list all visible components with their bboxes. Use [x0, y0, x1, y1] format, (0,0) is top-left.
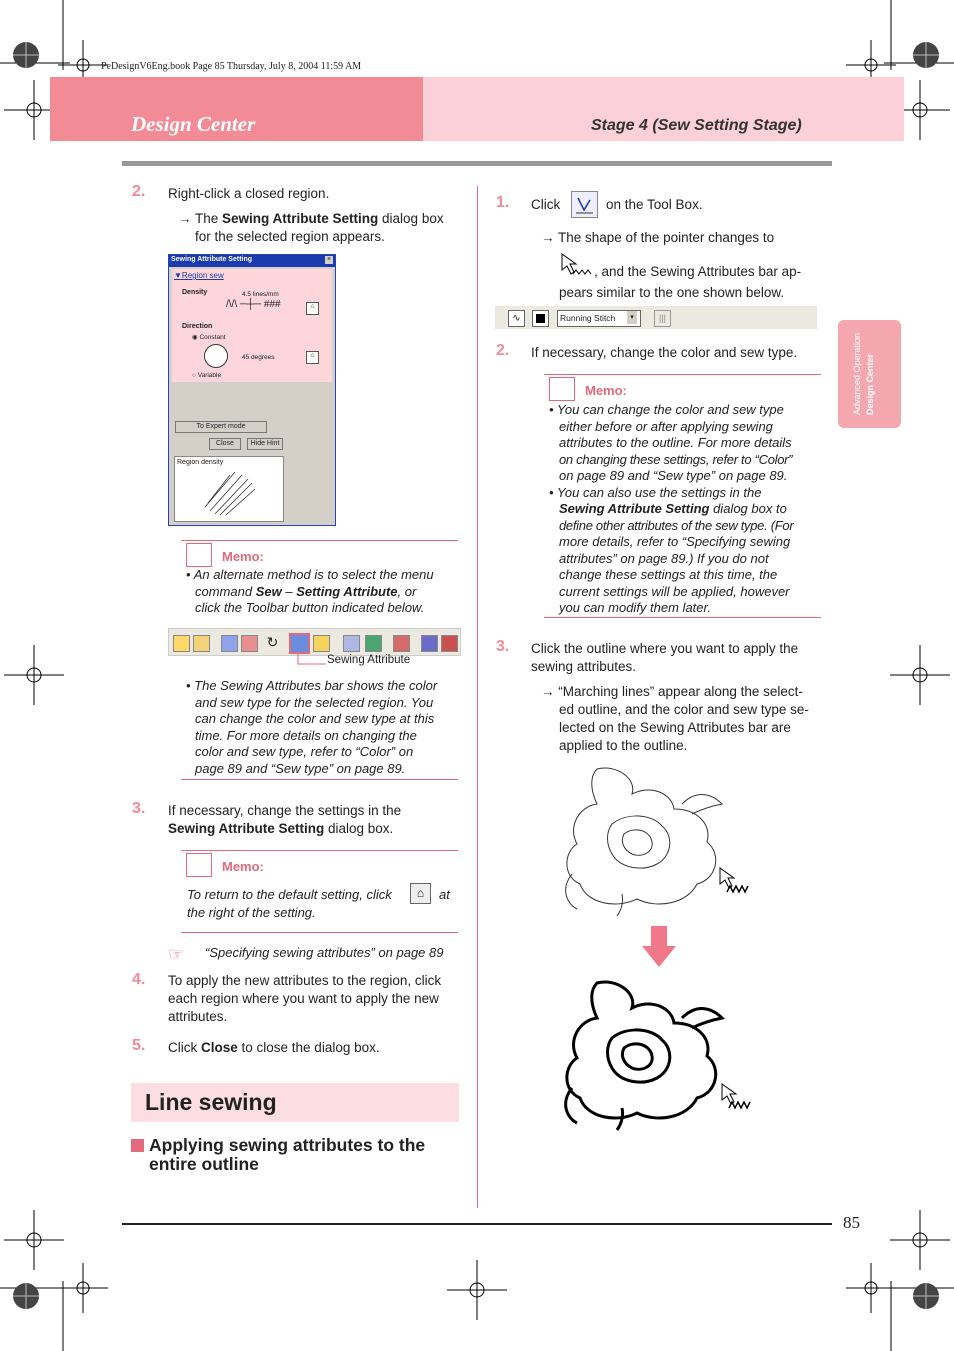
rotate-icon[interactable]: ↻ [266, 634, 279, 650]
memo-book-icon [549, 377, 575, 401]
wizard-icon[interactable] [421, 635, 438, 652]
header-stage: Stage 4 (Sew Setting Stage) [591, 117, 802, 134]
constant-radio[interactable]: ◉ Constant [192, 334, 226, 341]
default-house-icon: ⌂ [410, 883, 431, 904]
step-text: Right-click a closed region. [168, 186, 330, 201]
color-swatch[interactable] [532, 310, 549, 327]
region-sew-panel: ▼Region sew Density 4.5 lines/mm /\/\ ─┼─ ### ⌂ Direction ◉ Constant 45 degrees ⌂ ○ Variable [172, 269, 332, 382]
default-house-icon[interactable]: ⌂ [306, 351, 319, 364]
footer-rule [122, 1223, 832, 1225]
close-button[interactable]: Close [209, 438, 241, 450]
subsection-heading: Applying sewing attributes to the entire outline [149, 1135, 426, 1174]
sew-type-select[interactable]: Running Stitch [557, 310, 641, 327]
hide-hint-button[interactable]: Hide Hint [247, 438, 283, 450]
step-number: 5. [132, 1037, 146, 1054]
step-result: pears similar to the one shown below. [559, 285, 785, 300]
pointing-hand-icon: ☞ [168, 944, 185, 964]
density-hatch-icon [200, 467, 260, 517]
variable-radio[interactable]: ○ Variable [192, 372, 222, 379]
memo-text: • The Sewing Attributes bar shows the color and sew type for the selected region. You can change the color and sew type at this time. For more details on changing the color and sew type, refer to “Color” on page 89 and “Sew type” on page 89. [186, 678, 438, 776]
paste-icon[interactable] [193, 635, 210, 652]
sewing-attribute-tool-icon [571, 191, 598, 218]
step-number: 3. [132, 800, 146, 817]
flag-icon[interactable] [441, 635, 458, 652]
copy-icon[interactable] [173, 635, 190, 652]
step-number: 1. [496, 194, 510, 211]
memo-text: the right of the setting. [187, 905, 316, 920]
expert-mode-button[interactable]: To Expert mode [175, 421, 267, 433]
group-icon[interactable] [313, 635, 330, 652]
chevron-down-icon[interactable]: ▾ [627, 311, 637, 324]
memo-title: Memo: [222, 549, 264, 564]
rose-outline-after [562, 978, 757, 1132]
hint-panel: Region density [174, 456, 284, 522]
stitch-setting-icon[interactable]: ||| [654, 310, 671, 327]
step-text: on the Tool Box. [606, 197, 703, 212]
subsection-bullet [131, 1139, 144, 1152]
default-house-icon[interactable]: ⌂ [306, 302, 319, 315]
order-icon[interactable] [393, 635, 410, 652]
mirror-icon[interactable] [221, 635, 238, 652]
column-divider [477, 186, 478, 1208]
sewing-attribute-icon[interactable] [289, 633, 310, 654]
toolbar-caption: Sewing Attribute [327, 654, 411, 666]
step-result: → The shape of the pointer changes to [541, 230, 775, 245]
step-text: To apply the new attributes to the region, click each region where you want to apply the new attributes. [168, 973, 442, 1024]
step-number: 2. [132, 183, 146, 200]
rose-outline-before [562, 764, 757, 916]
dialog-titlebar: Sewing Attribute Setting × [169, 255, 335, 267]
step-result: → “Marching lines” appear along the select- ed outline, and the color and sew type se- lected on the Sewing Attributes bar are applied to the outline. [541, 684, 809, 753]
step-text: If necessary, change the color and sew type. [531, 345, 798, 360]
sewing-attribute-dialog [168, 254, 336, 526]
side-tab: Advanced Operation Design Center [838, 320, 901, 428]
memo-text: • You can change the color and sew type either before or after applying sewing attributes to the outline. For more details on changing these settings, refer to “Color” on page 89 and “Sew type” on page 89. • You can also use the settings in the Sewing Attribute Setting dialog box to define other attributes of the sew type. (For more details, refer to “Specifying sewing attributes” on page 89.) If you do not change these settings at this time, the current settings will be applied, however you can modify them later. [549, 402, 794, 615]
callout-line [290, 652, 330, 668]
memo-text: To return to the default setting, click [187, 887, 392, 902]
memo-book-icon [186, 853, 212, 877]
line-sew-icon[interactable]: ∿ [508, 310, 525, 327]
direction-dial[interactable] [204, 344, 228, 368]
flip-icon[interactable] [241, 635, 258, 652]
arrow-down-icon [641, 926, 677, 968]
step-text: If necessary, change the settings in the Sewing Attribute Setting dialog box. [168, 803, 402, 836]
step-result: , and the Sewing Attributes bar ap- [594, 264, 802, 279]
print-header: PeDesignV6Eng.book Page 85 Thursday, July 8, 2004 11:59 AM [101, 61, 362, 72]
memo-text: • An alternate method is to select the menu command Sew – Setting Attribute, or click the Toolbar button indicated below. [186, 567, 434, 615]
stitch-icon[interactable] [343, 635, 360, 652]
step-text: Click the outline where you want to apply the sewing attributes. [531, 641, 799, 674]
memo-book-icon [186, 543, 212, 567]
sew-pointer-icon [559, 252, 595, 280]
memo-text: at [439, 887, 450, 902]
step-number: 3. [496, 638, 510, 655]
step-text: Click Close to close the dialog box. [168, 1040, 380, 1055]
step-result: → The Sewing Attribute Setting dialog box for the selected region appears. [178, 211, 444, 244]
density-zigzag-icon: /\/\ ─┼─ ### [226, 299, 281, 310]
memo-title: Memo: [585, 383, 627, 398]
sewing-attributes-bar [495, 306, 817, 329]
section-heading: Line sewing [145, 1089, 277, 1115]
header-rule [122, 161, 832, 166]
header-title: Design Center [131, 112, 256, 136]
step-text: Click [531, 197, 561, 212]
step-number: 2. [496, 342, 510, 359]
cross-reference[interactable]: “Specifying sewing attributes” on page 89 [205, 945, 444, 960]
memo-title: Memo: [222, 859, 264, 874]
page-number: 85 [843, 1213, 860, 1232]
monitor-icon[interactable] [365, 635, 382, 652]
dialog-close-icon[interactable]: × [326, 256, 332, 263]
step-number: 4. [132, 971, 146, 988]
